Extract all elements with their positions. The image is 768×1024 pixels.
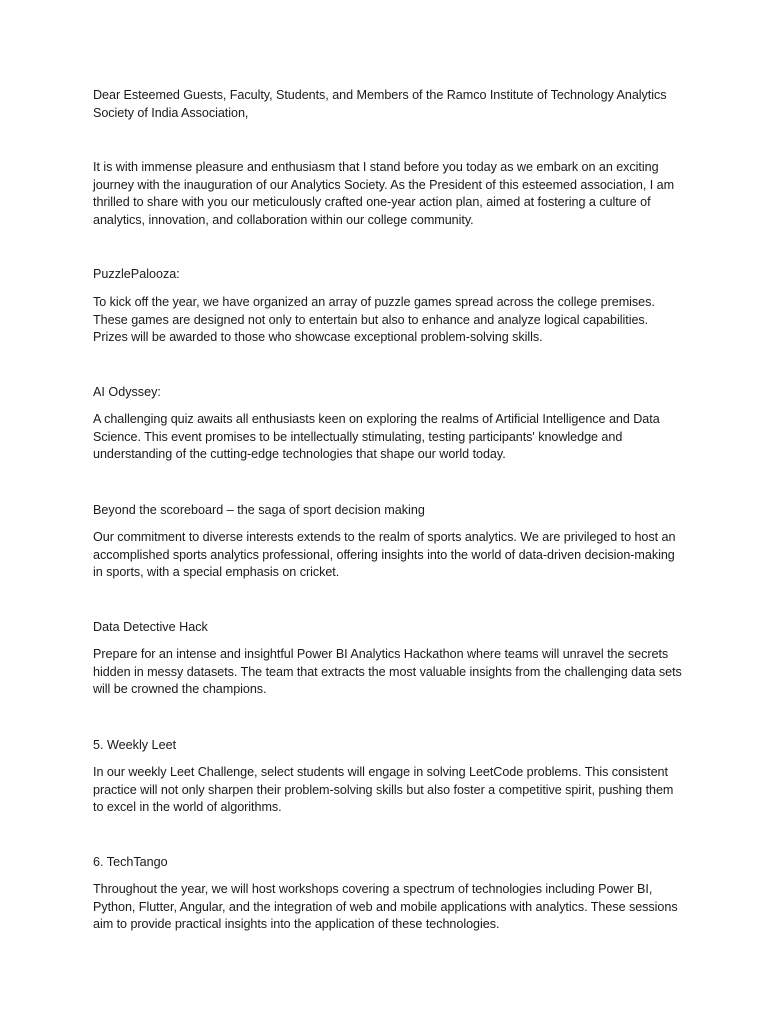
section-body-weekly-leet: In our weekly Leet Challenge, select students will engage in solving LeetCode problems. This consistent practice will not only sharpen their problem-solving skills but also foster a competitive spirit, pushing them to excel in the world of algorithms. bbox=[93, 765, 674, 815]
section-title-beyond-scoreboard: Beyond the scoreboard – the saga of sport decision making bbox=[93, 503, 425, 517]
section-title-weekly-leet: 5. Weekly Leet bbox=[93, 738, 177, 752]
section-body-data-detective-hack: Prepare for an intense and insightful Power BI Analytics Hackathon where teams will unravel the secrets hidden in messy datasets. The team that extracts the most valuable insights from the challenging data sets will be crowned the champions. bbox=[93, 647, 682, 697]
section-body-puzzlepalooza: To kick off the year, we have organized an array of puzzle games spread across the college premises. These games are designed not only to entertain but also to enhance and analyze logical capabilities. Prizes will be awarded to those who showcase exceptional problem-solving skills. bbox=[93, 295, 655, 345]
section-title-ai-odyssey: AI Odyssey: bbox=[93, 385, 161, 399]
section-title-techtango: 6. TechTango bbox=[93, 855, 168, 869]
section-body-ai-odyssey: A challenging quiz awaits all enthusiasts keen on exploring the realms of Artificial Intelligence and Data Science. This event promises to be intellectually stimulating, testing participants' knowledge and understanding of the cutting-edge technologies that shape our world today. bbox=[93, 412, 660, 462]
section-title-puzzlepalooza: PuzzlePalooza: bbox=[93, 267, 180, 281]
salutation: Dear Esteemed Guests, Faculty, Students, and Members of the Ramco Institute of Technology Analytics Society of India Association, bbox=[93, 88, 667, 120]
section-body-techtango: Throughout the year, we will host workshops covering a spectrum of technologies including Power BI, Python, Flutter, Angular, and the integration of web and mobile applications with analytics. These sessions aim to provide practical insights into the application of these technologies. bbox=[93, 882, 678, 932]
intro-paragraph: It is with immense pleasure and enthusiasm that I stand before you today as we embark on an exciting journey with the inauguration of our Analytics Society. As the President of this esteemed association, I am thrilled to share with you our meticulously crafted one-year action plan, aimed at fostering a culture of analytics, innovation, and collaboration within our college community. bbox=[93, 160, 675, 227]
section-title-data-detective-hack: Data Detective Hack bbox=[93, 620, 208, 634]
section-body-beyond-scoreboard: Our commitment to diverse interests extends to the realm of sports analytics. We are privileged to host an accomplished sports analytics professional, offering insights into the world of data-driven decision-making in sports, with a special emphasis on cricket. bbox=[93, 530, 676, 580]
